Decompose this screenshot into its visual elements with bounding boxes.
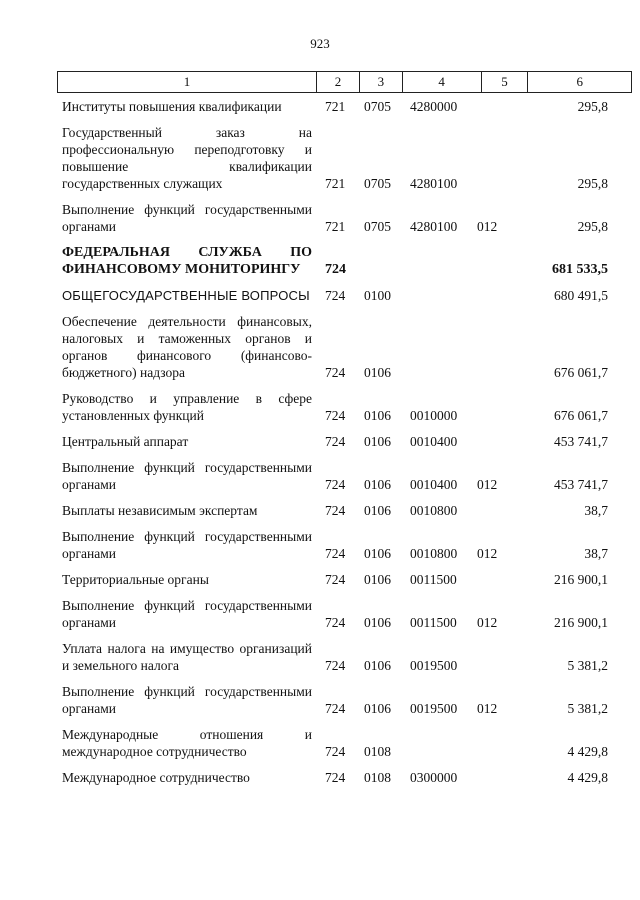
row-name: ФЕДЕРАЛЬНАЯ СЛУЖБА ПО ФИНАНСОВОМУ МОНИТОРИНГУ [62, 245, 312, 277]
row-amount: 676 061,7 [554, 365, 608, 380]
row-amount: 4 429,8 [567, 770, 608, 785]
row-name: ОБЩЕГОСУДАРСТВЕННЫЕ ВОПРОСЫ [62, 288, 310, 303]
row-amount: 681 533,5 [552, 262, 608, 277]
row-section-code: 0106 [364, 408, 391, 423]
row-section-code: 0106 [364, 701, 391, 716]
header-col-4: 4 [403, 72, 482, 92]
row-name: Уплата налога на имущество организаций и земельного налога [62, 641, 312, 673]
header-col-3: 3 [360, 72, 403, 92]
header-col-1: 1 [58, 72, 317, 92]
row-name: Государственный заказ на профессиональную переподготовку и повышение квалификации государственных служащих [62, 125, 312, 191]
table-row [0, 640, 640, 674]
row-ved-code: 724 [325, 546, 346, 561]
row-name: Институты повышения квалификации [62, 99, 282, 114]
row-expense-type: 012 [477, 546, 498, 561]
row-name: Международные отношения и международное сотрудничество [62, 727, 312, 759]
row-amount: 676 061,7 [554, 408, 608, 423]
row-ved-code: 724 [325, 408, 346, 423]
table-row [0, 571, 640, 588]
row-section-code: 0705 [364, 99, 391, 114]
row-name: Международное сотрудничество [62, 770, 250, 785]
row-target-code: 0010400 [410, 477, 458, 492]
header-col-6: 6 [576, 74, 583, 89]
table-row [0, 244, 640, 278]
table-row [0, 98, 640, 115]
table-row [0, 769, 640, 786]
table-row [0, 502, 640, 519]
row-amount: 680 491,5 [554, 288, 608, 303]
row-target-code: 4280000 [410, 99, 458, 114]
row-ved-code: 721 [325, 99, 346, 114]
table-row [0, 726, 640, 760]
table-row [0, 201, 640, 235]
row-name: Центральный аппарат [62, 434, 189, 449]
row-ved-code: 724 [325, 288, 346, 303]
row-name: Выполнение функций государственными органами [62, 460, 312, 492]
row-ved-code: 724 [325, 503, 346, 518]
row-ved-code: 724 [325, 572, 346, 587]
row-section-code: 0705 [364, 176, 391, 191]
row-target-code: 4280100 [410, 219, 458, 234]
table-row [0, 313, 640, 381]
row-expense-type: 012 [477, 701, 498, 716]
table-row [0, 287, 640, 304]
row-section-code: 0106 [364, 434, 391, 449]
row-target-code: 0010800 [410, 503, 458, 518]
table-row [0, 597, 640, 631]
row-ved-code: 721 [325, 219, 346, 234]
row-ved-code: 724 [325, 477, 346, 492]
row-name: Выполнение функций государственными органами [62, 684, 312, 716]
row-amount: 38,7 [584, 546, 608, 561]
table-row [0, 683, 640, 717]
row-ved-code: 724 [325, 701, 346, 716]
row-target-code: 0010400 [410, 434, 458, 449]
row-section-code: 0106 [364, 658, 391, 673]
row-name: Руководство и управление в сфере установленных функций [62, 391, 312, 423]
row-ved-code: 724 [325, 770, 346, 785]
row-amount: 4 429,8 [567, 744, 608, 759]
header-col-2: 2 [317, 72, 360, 92]
table-row [0, 528, 640, 562]
row-target-code: 0011500 [410, 615, 457, 630]
row-target-code: 0300000 [410, 770, 458, 785]
row-ved-code: 724 [325, 658, 346, 673]
row-section-code: 0106 [364, 572, 391, 587]
row-name: Выполнение функций государственными органами [62, 598, 312, 630]
row-ved-code: 724 [325, 434, 346, 449]
row-amount: 295,8 [577, 219, 608, 234]
row-amount: 38,7 [584, 503, 608, 518]
row-section-code: 0705 [364, 219, 391, 234]
row-expense-type: 012 [477, 615, 498, 630]
row-ved-code: 724 [325, 615, 346, 630]
row-ved-code: 724 [325, 365, 346, 380]
row-amount: 5 381,2 [567, 701, 608, 716]
row-section-code: 0106 [364, 477, 391, 492]
row-expense-type: 012 [477, 219, 498, 234]
row-amount: 453 741,7 [554, 434, 608, 449]
row-name: Обеспечение деятельности финансовых, налоговых и таможенных органов и органов финансового (финансово-бюджетного) надзора [62, 314, 312, 380]
row-section-code: 0106 [364, 503, 391, 518]
row-ved-code: 721 [325, 176, 346, 191]
row-expense-type: 012 [477, 477, 498, 492]
row-ved-code: 724 [325, 744, 346, 759]
row-amount: 295,8 [577, 99, 608, 114]
table-body [0, 98, 640, 795]
row-target-code: 0019500 [410, 701, 458, 716]
table-header [57, 71, 632, 93]
row-target-code: 0019500 [410, 658, 458, 673]
row-amount: 216 900,1 [554, 572, 608, 587]
row-amount: 5 381,2 [567, 658, 608, 673]
row-target-code: 0010000 [410, 408, 458, 423]
table-row [0, 433, 640, 450]
row-section-code: 0108 [364, 744, 391, 759]
row-name: Выполнение функций государственными органами [62, 529, 312, 561]
row-ved-code: 724 [325, 262, 346, 277]
row-section-code: 0100 [364, 288, 391, 303]
row-section-code: 0106 [364, 546, 391, 561]
row-target-code: 0010800 [410, 546, 458, 561]
table-row [0, 459, 640, 493]
row-section-code: 0106 [364, 365, 391, 380]
row-name: Территориальные органы [62, 572, 209, 587]
row-amount: 453 741,7 [554, 477, 608, 492]
row-amount: 295,8 [577, 176, 608, 191]
page-number: 923 [310, 36, 330, 51]
row-name: Выплаты независимым экспертам [62, 503, 258, 518]
header-col-5: 5 [482, 72, 529, 92]
row-name: Выполнение функций государственными органами [62, 202, 312, 234]
row-section-code: 0106 [364, 615, 391, 630]
row-amount: 216 900,1 [554, 615, 608, 630]
row-section-code: 0108 [364, 770, 391, 785]
row-target-code: 0011500 [410, 572, 457, 587]
table-row [0, 124, 640, 192]
table-row [0, 390, 640, 424]
row-target-code: 4280100 [410, 176, 458, 191]
